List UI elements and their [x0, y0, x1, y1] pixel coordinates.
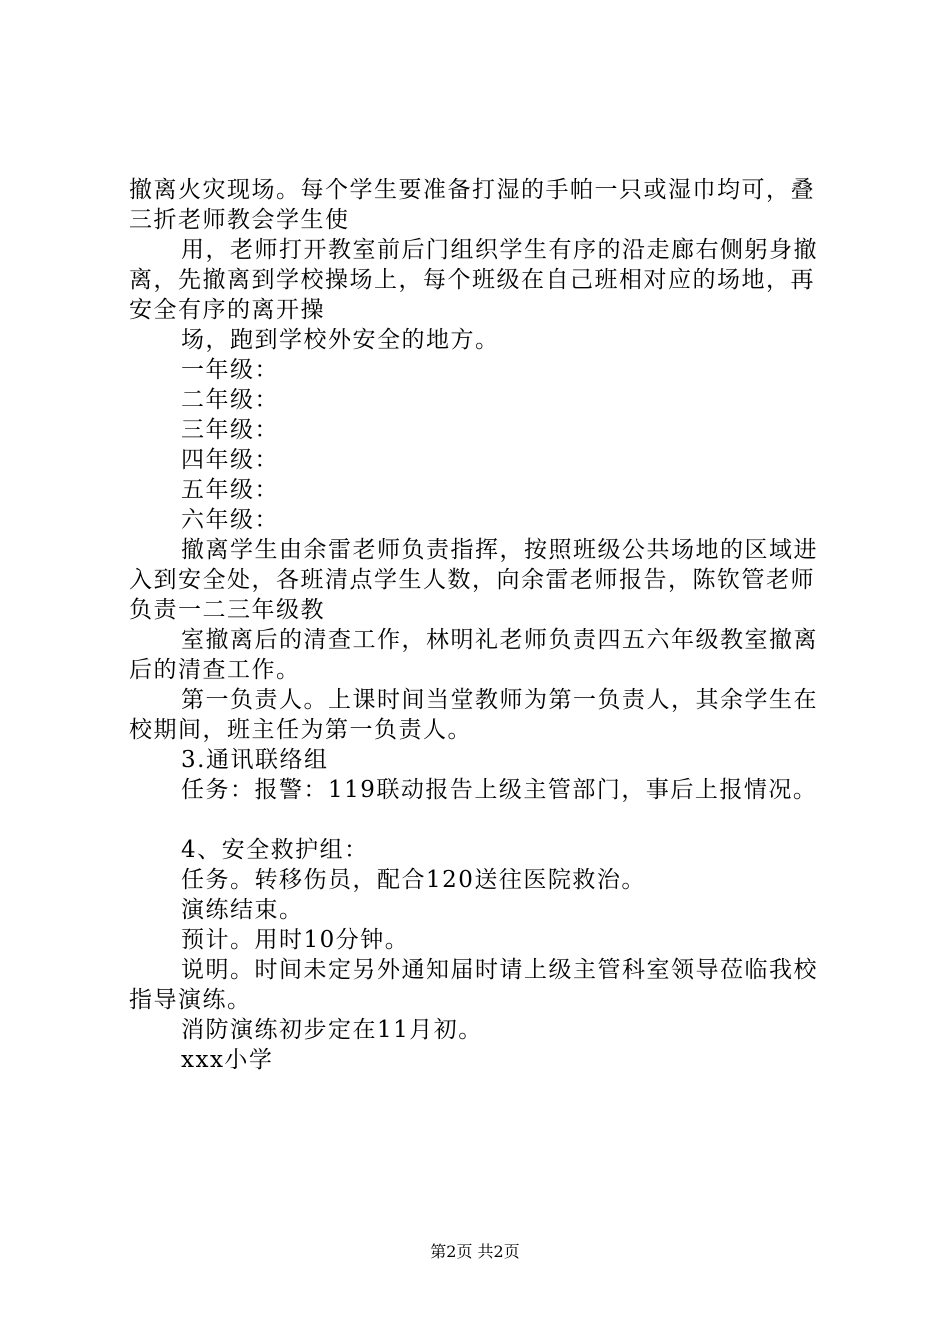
grade-line-4: 四年级： [181, 447, 279, 473]
paragraph: 室撤离后的清查工作，林明礼老师负责四五六年级教室撤离后的清查工作。 [129, 627, 818, 683]
paragraph: 任务：报警：119联动报告上级主管部门，事后上报情况。 [181, 777, 818, 803]
spacer [129, 805, 839, 835]
signature-line: xxx小学 [181, 1047, 274, 1073]
paragraph: 预计。用时10分钟。 [181, 927, 410, 953]
grade-line-1: 一年级： [181, 357, 279, 383]
document-body [129, 175, 839, 1075]
section-heading: 4、安全救护组： [181, 837, 369, 863]
grade-line-5: 五年级： [181, 477, 279, 503]
paragraph: 场，跑到学校外安全的地方。 [181, 327, 500, 353]
paragraph: 任务。转移伤员，配合120送往医院救治。 [181, 867, 646, 893]
paragraph: 撤离火灾现场。每个学生要准备打湿的手帕一只或湿巾均可，叠三折老师教会学生使 [129, 177, 815, 233]
paragraph: 撤离学生由余雷老师负责指挥，按照班级公共场地的区域进入到安全处，各班清点学生人数，向余雷老师报告，陈钦管老师负责一二三年级教 [129, 537, 818, 623]
grade-line-6: 六年级： [181, 507, 279, 533]
paragraph: 第一负责人。上课时间当堂教师为第一负责人，其余学生在校期间，班主任为第一负责人。 [129, 687, 818, 743]
page-number-footer: 第2页 共2页 [430, 1242, 520, 1261]
section-heading: 3.通讯联络组 [181, 747, 329, 773]
paragraph: 用，老师打开教室前后门组织学生有序的沿走廊右侧躬身撤离，先撤离到学校操场上，每个班级在自己班相对应的场地，再安全有序的离开操 [129, 237, 818, 323]
paragraph: 说明。时间未定另外通知届时请上级主管科室领导莅临我校指导演练。 [129, 957, 818, 1013]
paragraph: 消防演练初步定在11月初。 [181, 1017, 483, 1043]
grade-line-3: 三年级： [181, 417, 279, 443]
paragraph: 演练结束。 [181, 897, 304, 923]
grade-line-2: 二年级： [181, 387, 279, 413]
